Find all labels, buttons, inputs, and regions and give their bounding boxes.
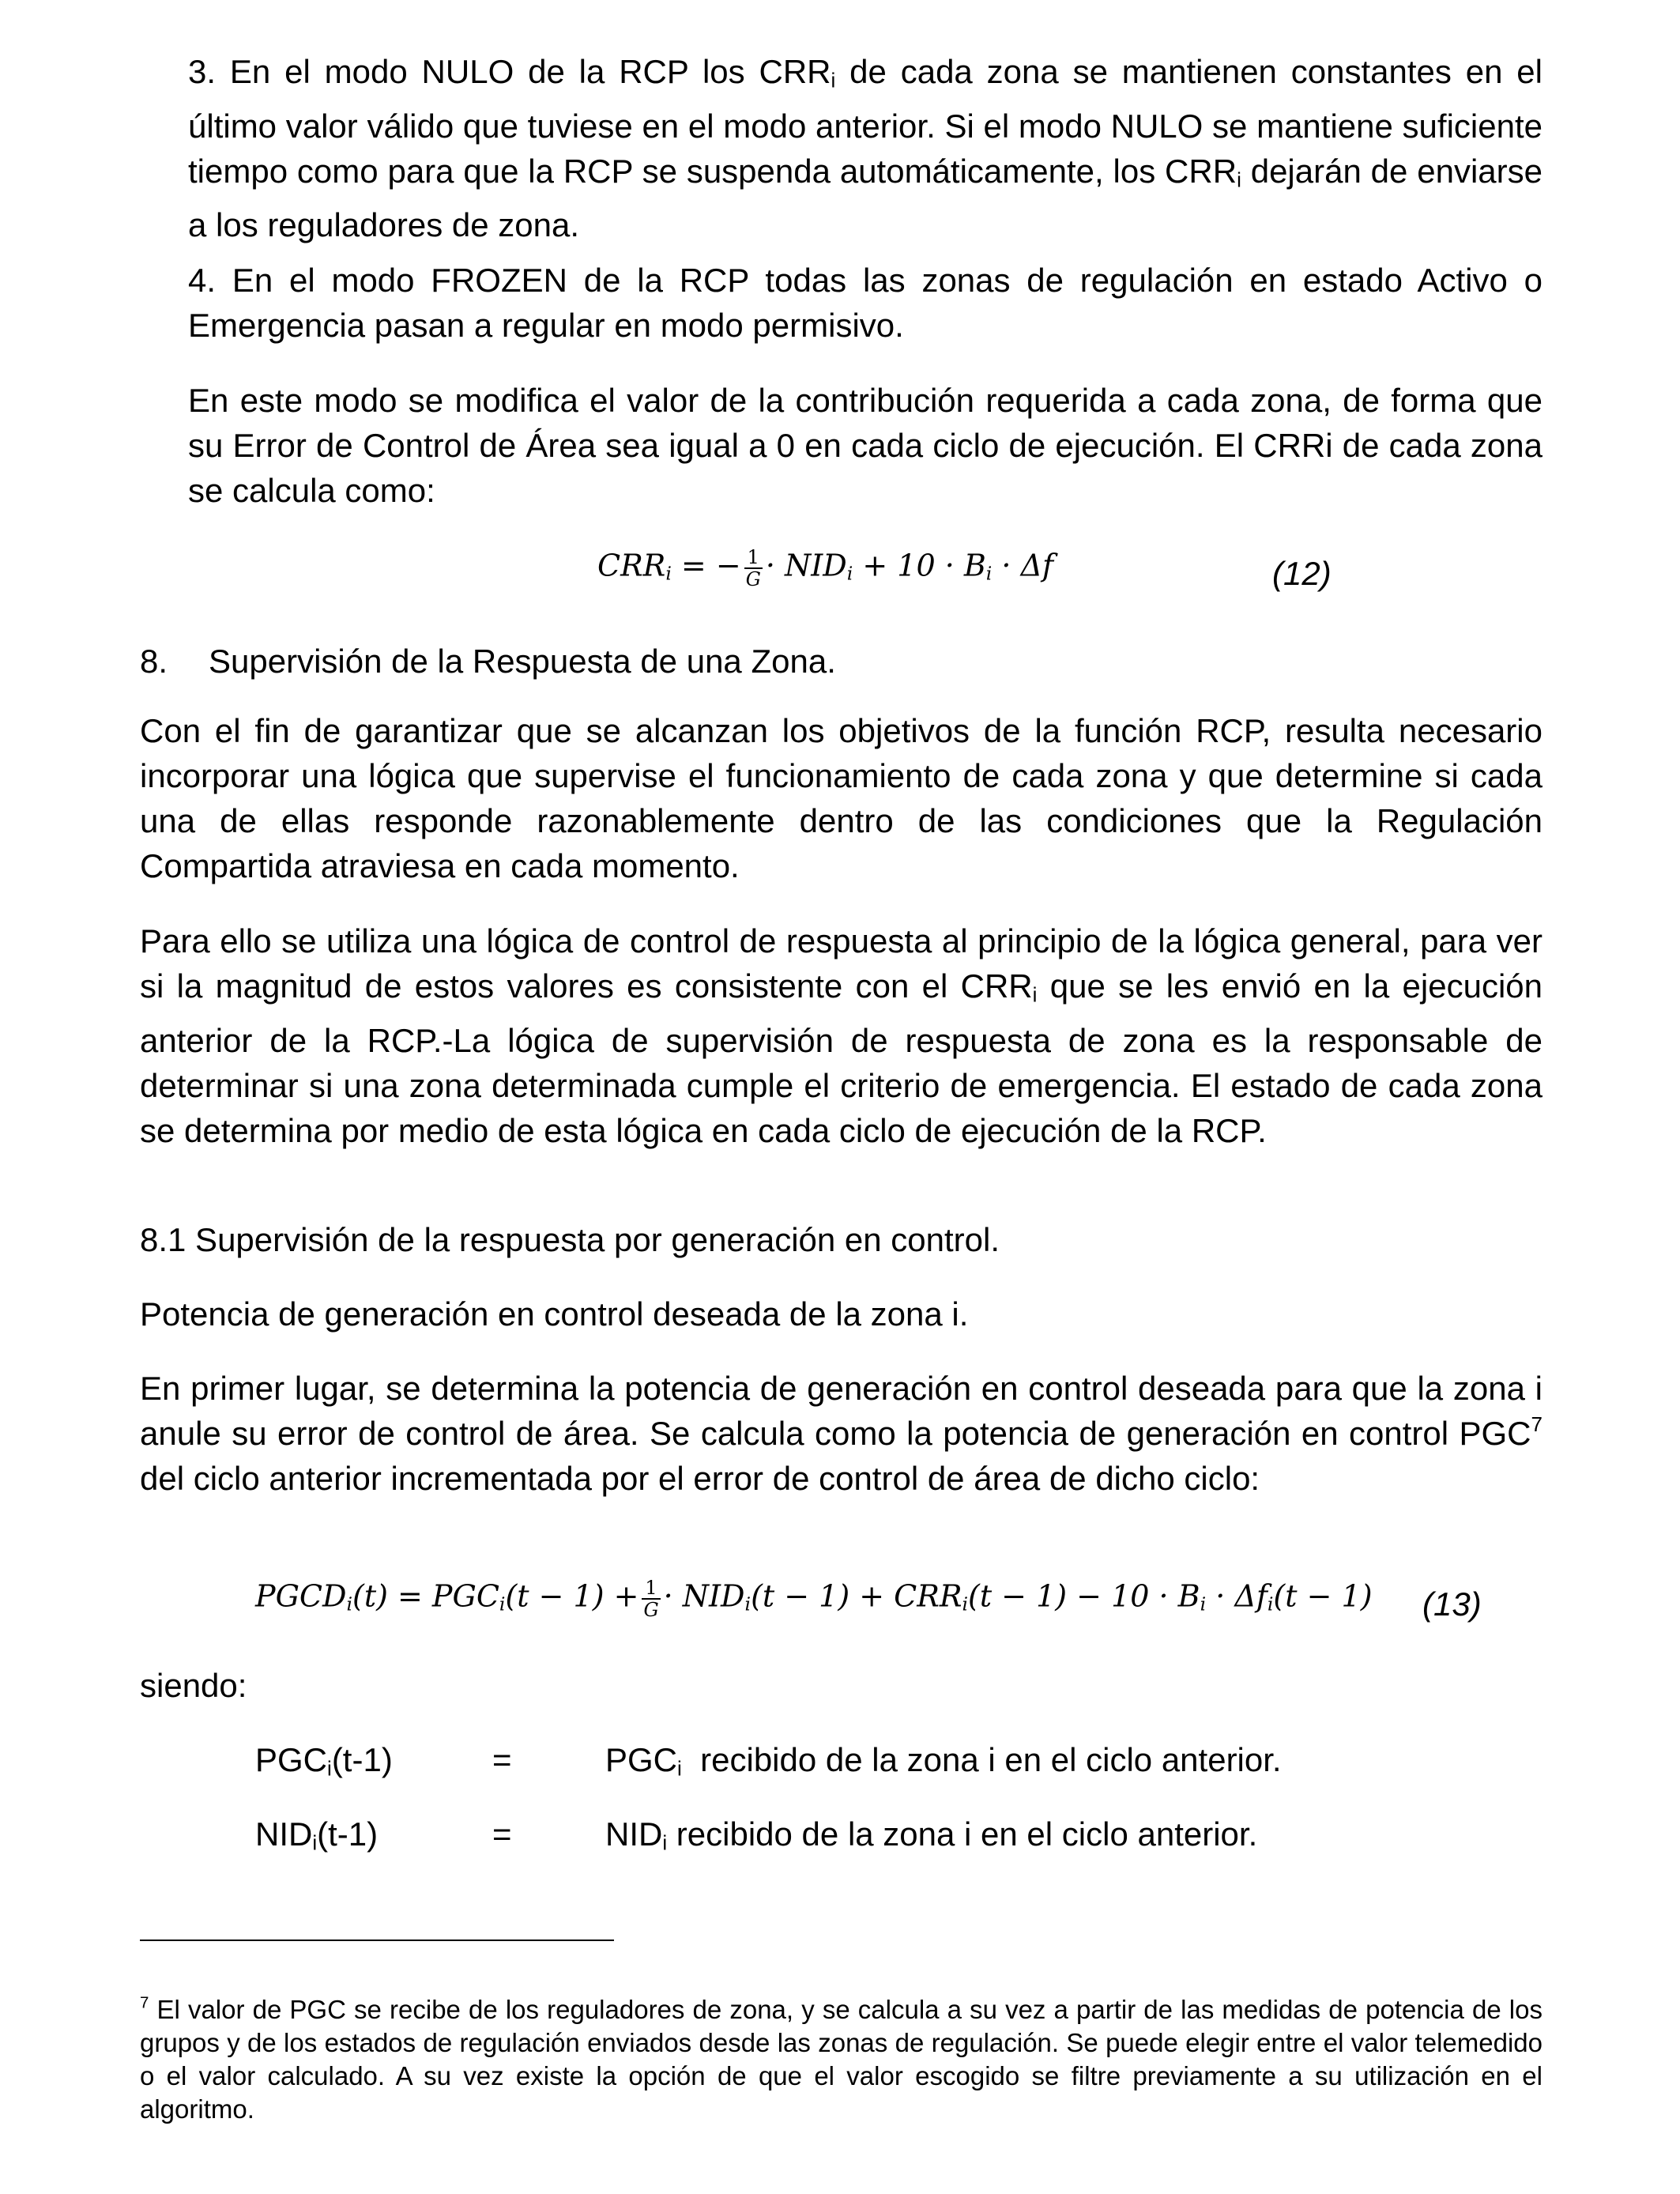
- frozen-mode-paragraph: En este modo se modifica el valor de la contribución requerida a cada zona, de forma que su Error de Control de Área sea igual a 0 en cada ciclo de ejecución. El CRRi de cada zona se calcula como:: [188, 382, 1543, 509]
- section-number: 8.: [140, 643, 168, 680]
- fraction: $\frac{1}{G}$: [643, 1577, 659, 1621]
- footnote-marker: 7: [140, 1993, 149, 2012]
- subsection-8-1-heading: 8.1 Supervisión de la respuesta por generación en control.: [140, 1221, 1000, 1258]
- equation-12: $CRR_i$ = − $\frac{1}{G}$ · $NID_i + 10 \cdot B_i \cdot \Delta f$: [597, 546, 1054, 590]
- paragraph-con-el-fin: Con el fin de garantizar que se alcanzan los objetivos de la función RCP, resulta necesario incorporar una lógica que supervise el funcionamiento de cada zona y que determine si cada una de ellas responde razonablemente dentro de las condiciones que la Regulación Compartida atraviesa en cada momento.: [140, 712, 1543, 884]
- footnote-separator: [140, 1940, 614, 1941]
- equation-13: $PGCD_i(t) = PGC_i(t - 1)$ + $\frac{1}{G}$ · $NID_i(t - 1) + CRR_i(t - 1) - 10 \cdot B_i \cdot \Delta f_i(t - 1)$: [255, 1577, 1373, 1621]
- definition-description: $PGC_i$ recibido de la zona i en el ciclo anterior.: [605, 1741, 1282, 1781]
- definition-equals: =: [492, 1741, 512, 1778]
- paragraph-para-ello: Para ello se utiliza una lógica de control de respuesta al principio de la lógica general, para ver si la magnitud de estos valores es consistente con el $CRR_i$ que se les envió en la ejecución anterior de la RCP.-La lógica de supervisión de respuesta de zona es la responsable de determinar si una zona determinada cumple el criterio de emergencia. El estado de cada zona se determina por medio de esta lógica en cada ciclo de ejecución de la RCP.: [140, 922, 1543, 1149]
- equation-12-number: (12): [1272, 555, 1332, 592]
- section-8-heading: [140, 639, 836, 684]
- item-3-paragraph: [188, 49, 1543, 247]
- definition-row: $PGC_i(t-1)$: [255, 1741, 393, 1781]
- subscript: i: [1237, 168, 1241, 192]
- definition-equals: =: [492, 1815, 512, 1853]
- footnote-text: El valor de PGC se recibe de los reguladores de zona, y se calcula a su vez a partir de las medidas de potencia de los grupos y de los estados de regulación enviados desde las zonas de regulación. Se puede elegir entre el valor telemedido o el valor calculado. A su vez existe la opción de que el valor escogido se filtre previamente a su utilización en el algoritmo.: [140, 1995, 1543, 2124]
- equation-13-number: (13): [1422, 1585, 1482, 1623]
- item-3-text-b: de cada zona se mantienen constantes en el último valor válido que tuviese en el modo anterior. Si el modo NULO se mantiene suficiente tiempo como para que la RCP se suspenda automáticamente, los CRR: [188, 53, 1543, 190]
- footnote-reference[interactable]: 7: [1531, 1412, 1543, 1437]
- siendo-label: siendo:: [140, 1667, 247, 1704]
- section-title: Supervisión de la Respuesta de una Zona.: [209, 643, 836, 680]
- subscript: i: [831, 68, 836, 92]
- fraction: $\frac{1}{G}$: [745, 546, 761, 590]
- definition-description: $NID_i$ recibido de la zona i en el ciclo anterior.: [605, 1815, 1258, 1855]
- paragraph-potencia: Potencia de generación en control deseada de la zona i.: [140, 1295, 969, 1333]
- paragraph-en-primer-lugar: En primer lugar, se determina la potencia de generación en control deseada para que la zona i anule su error de control de área. Se calcula como la potencia de generación en control PGC$^7$ del ciclo anterior incrementada por el error de control de área de dicho ciclo:: [140, 1370, 1543, 1497]
- item-4-paragraph: 4. En el modo FROZEN de la RCP todas las zonas de regulación en estado Activo o Emergencia pasan a regular en modo permisivo.: [188, 262, 1543, 344]
- item-3-text-a: 3. En el modo NULO de la RCP los CRR: [188, 53, 831, 90]
- item-3-text-c: dejarán de enviarse a los reguladores de zona.: [188, 152, 1543, 244]
- definition-row: $NID_i(t-1)$: [255, 1815, 379, 1855]
- footnote: [140, 1993, 1543, 2126]
